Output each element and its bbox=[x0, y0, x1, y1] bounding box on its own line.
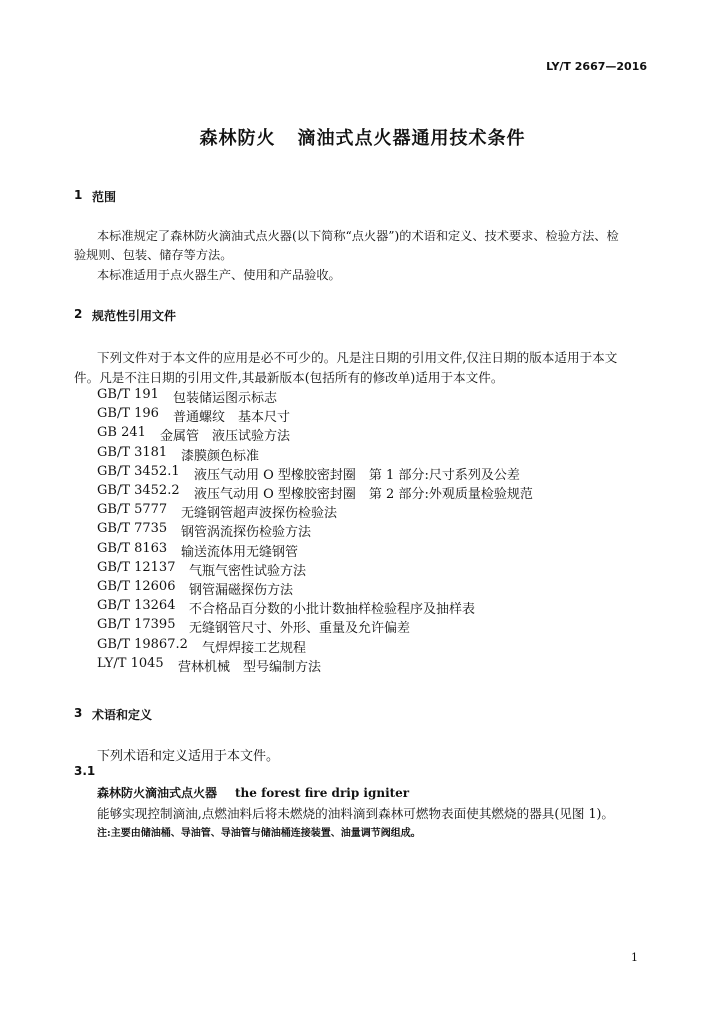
section2-number: 2 bbox=[74, 307, 83, 321]
reference-code: LY/T 1045 bbox=[97, 655, 164, 671]
section3-heading: 术语和定义 bbox=[92, 708, 153, 722]
reference-code: GB/T 12137 bbox=[97, 559, 176, 575]
reference-title: 普通螺纹 基本尺寸 bbox=[173, 410, 291, 426]
reference-code: GB/T 19867.2 bbox=[97, 636, 188, 652]
reference-title: 无缝钢管尺寸、外形、重量及允许偏差 bbox=[189, 621, 411, 637]
section1-number: 1 bbox=[74, 188, 83, 202]
reference-title: 漆膜颜色标准 bbox=[181, 448, 260, 464]
page-number: 1 bbox=[631, 951, 638, 964]
reference-title: 液压气动用 O 型橡胶密封圈 第 1 部分:尺寸系列及公差 bbox=[194, 467, 520, 483]
section2-intro-line1: 下列文件对于本文件的应用是必不可少的。凡是注日期的引用文件,仅注日期的版本适用于本文 bbox=[97, 350, 618, 365]
document-code: LY/T 2667—2016 bbox=[546, 60, 647, 73]
reference-code: GB/T 12606 bbox=[97, 579, 176, 594]
reference-title: 金属管 液压试验方法 bbox=[160, 429, 291, 445]
reference-code: GB/T 8163 bbox=[97, 540, 168, 556]
reference-title: 不合格品百分数的小批计数抽样检验程序及抽样表 bbox=[189, 602, 476, 618]
reference-code: GB/T 5777 bbox=[97, 502, 168, 518]
section1-heading: 范围 bbox=[92, 190, 117, 204]
title-part1: 森林防火 bbox=[199, 128, 276, 149]
term-name bbox=[97, 784, 409, 801]
reference-code: GB/T 196 bbox=[97, 406, 159, 422]
reference-title: 输送流体用无缝钢管 bbox=[181, 544, 299, 560]
reference-title: 液压气动用 O 型橡胶密封圈 第 2 部分:外观质量检验规范 bbox=[194, 487, 533, 502]
reference-code: GB/T 3452.2 bbox=[97, 483, 180, 498]
reference-code: GB/T 7735 bbox=[97, 521, 168, 537]
term-number: 3.1 bbox=[74, 764, 96, 778]
title-part2: 滴油式点火器通用技术条件 bbox=[297, 128, 526, 149]
section1-paragraph2: 本标准适用于点火器生产、使用和产品验收。 bbox=[97, 268, 341, 282]
section2-heading: 规范性引用文件 bbox=[92, 309, 177, 323]
reference-code: GB/T 13264 bbox=[97, 598, 176, 614]
reference-title: 钢管涡流探伤检验方法 bbox=[181, 525, 312, 541]
section3-intro: 下列术语和定义适用于本文件。 bbox=[97, 749, 280, 764]
reference-title: 营林机械 型号编制方法 bbox=[178, 659, 322, 675]
term-definition: 能够实现控制滴油,点燃油料后将未燃烧的油料滴到森林可燃物表面使其燃烧的器具(见图 1)。 bbox=[97, 806, 615, 821]
term-note: 注:主要由储油桶、导油管、导油管与储油桶连接装置、油量调节阀组成。 bbox=[97, 828, 421, 839]
reference-title: 气瓶气密性试验方法 bbox=[189, 563, 307, 579]
reference-title: 无缝钢管超声波探伤检验法 bbox=[181, 506, 338, 522]
reference-code: GB/T 191 bbox=[97, 387, 159, 402]
reference-title: 气焊焊接工艺规程 bbox=[202, 640, 307, 656]
section2-intro-line2: 件。凡是不注日期的引用文件,其最新版本(包括所有的修改单)适用于本文件。 bbox=[74, 370, 504, 385]
section3-number: 3 bbox=[74, 706, 83, 720]
reference-code: GB/T 3452.1 bbox=[97, 463, 180, 479]
reference-code: GB/T 17395 bbox=[97, 617, 176, 633]
reference-code: GB/T 3181 bbox=[97, 444, 168, 460]
reference-code: GB 241 bbox=[97, 425, 146, 441]
term-chinese: 森林防火滴油式点火器 bbox=[97, 786, 218, 800]
page-title bbox=[0, 124, 725, 150]
term-english: the forest fire drip igniter bbox=[235, 786, 410, 800]
section1-paragraph1-line1: 本标准规定了森林防火滴油式点火器(以下简称“点火器”)的术语和定义、技术要求、检验方法、检 bbox=[97, 229, 619, 243]
reference-title: 钢管漏磁探伤方法 bbox=[189, 583, 294, 598]
section1-paragraph1-line2: 验规则、包装、储存等方法。 bbox=[74, 248, 233, 262]
reference-title: 包装储运图示标志 bbox=[173, 391, 278, 406]
